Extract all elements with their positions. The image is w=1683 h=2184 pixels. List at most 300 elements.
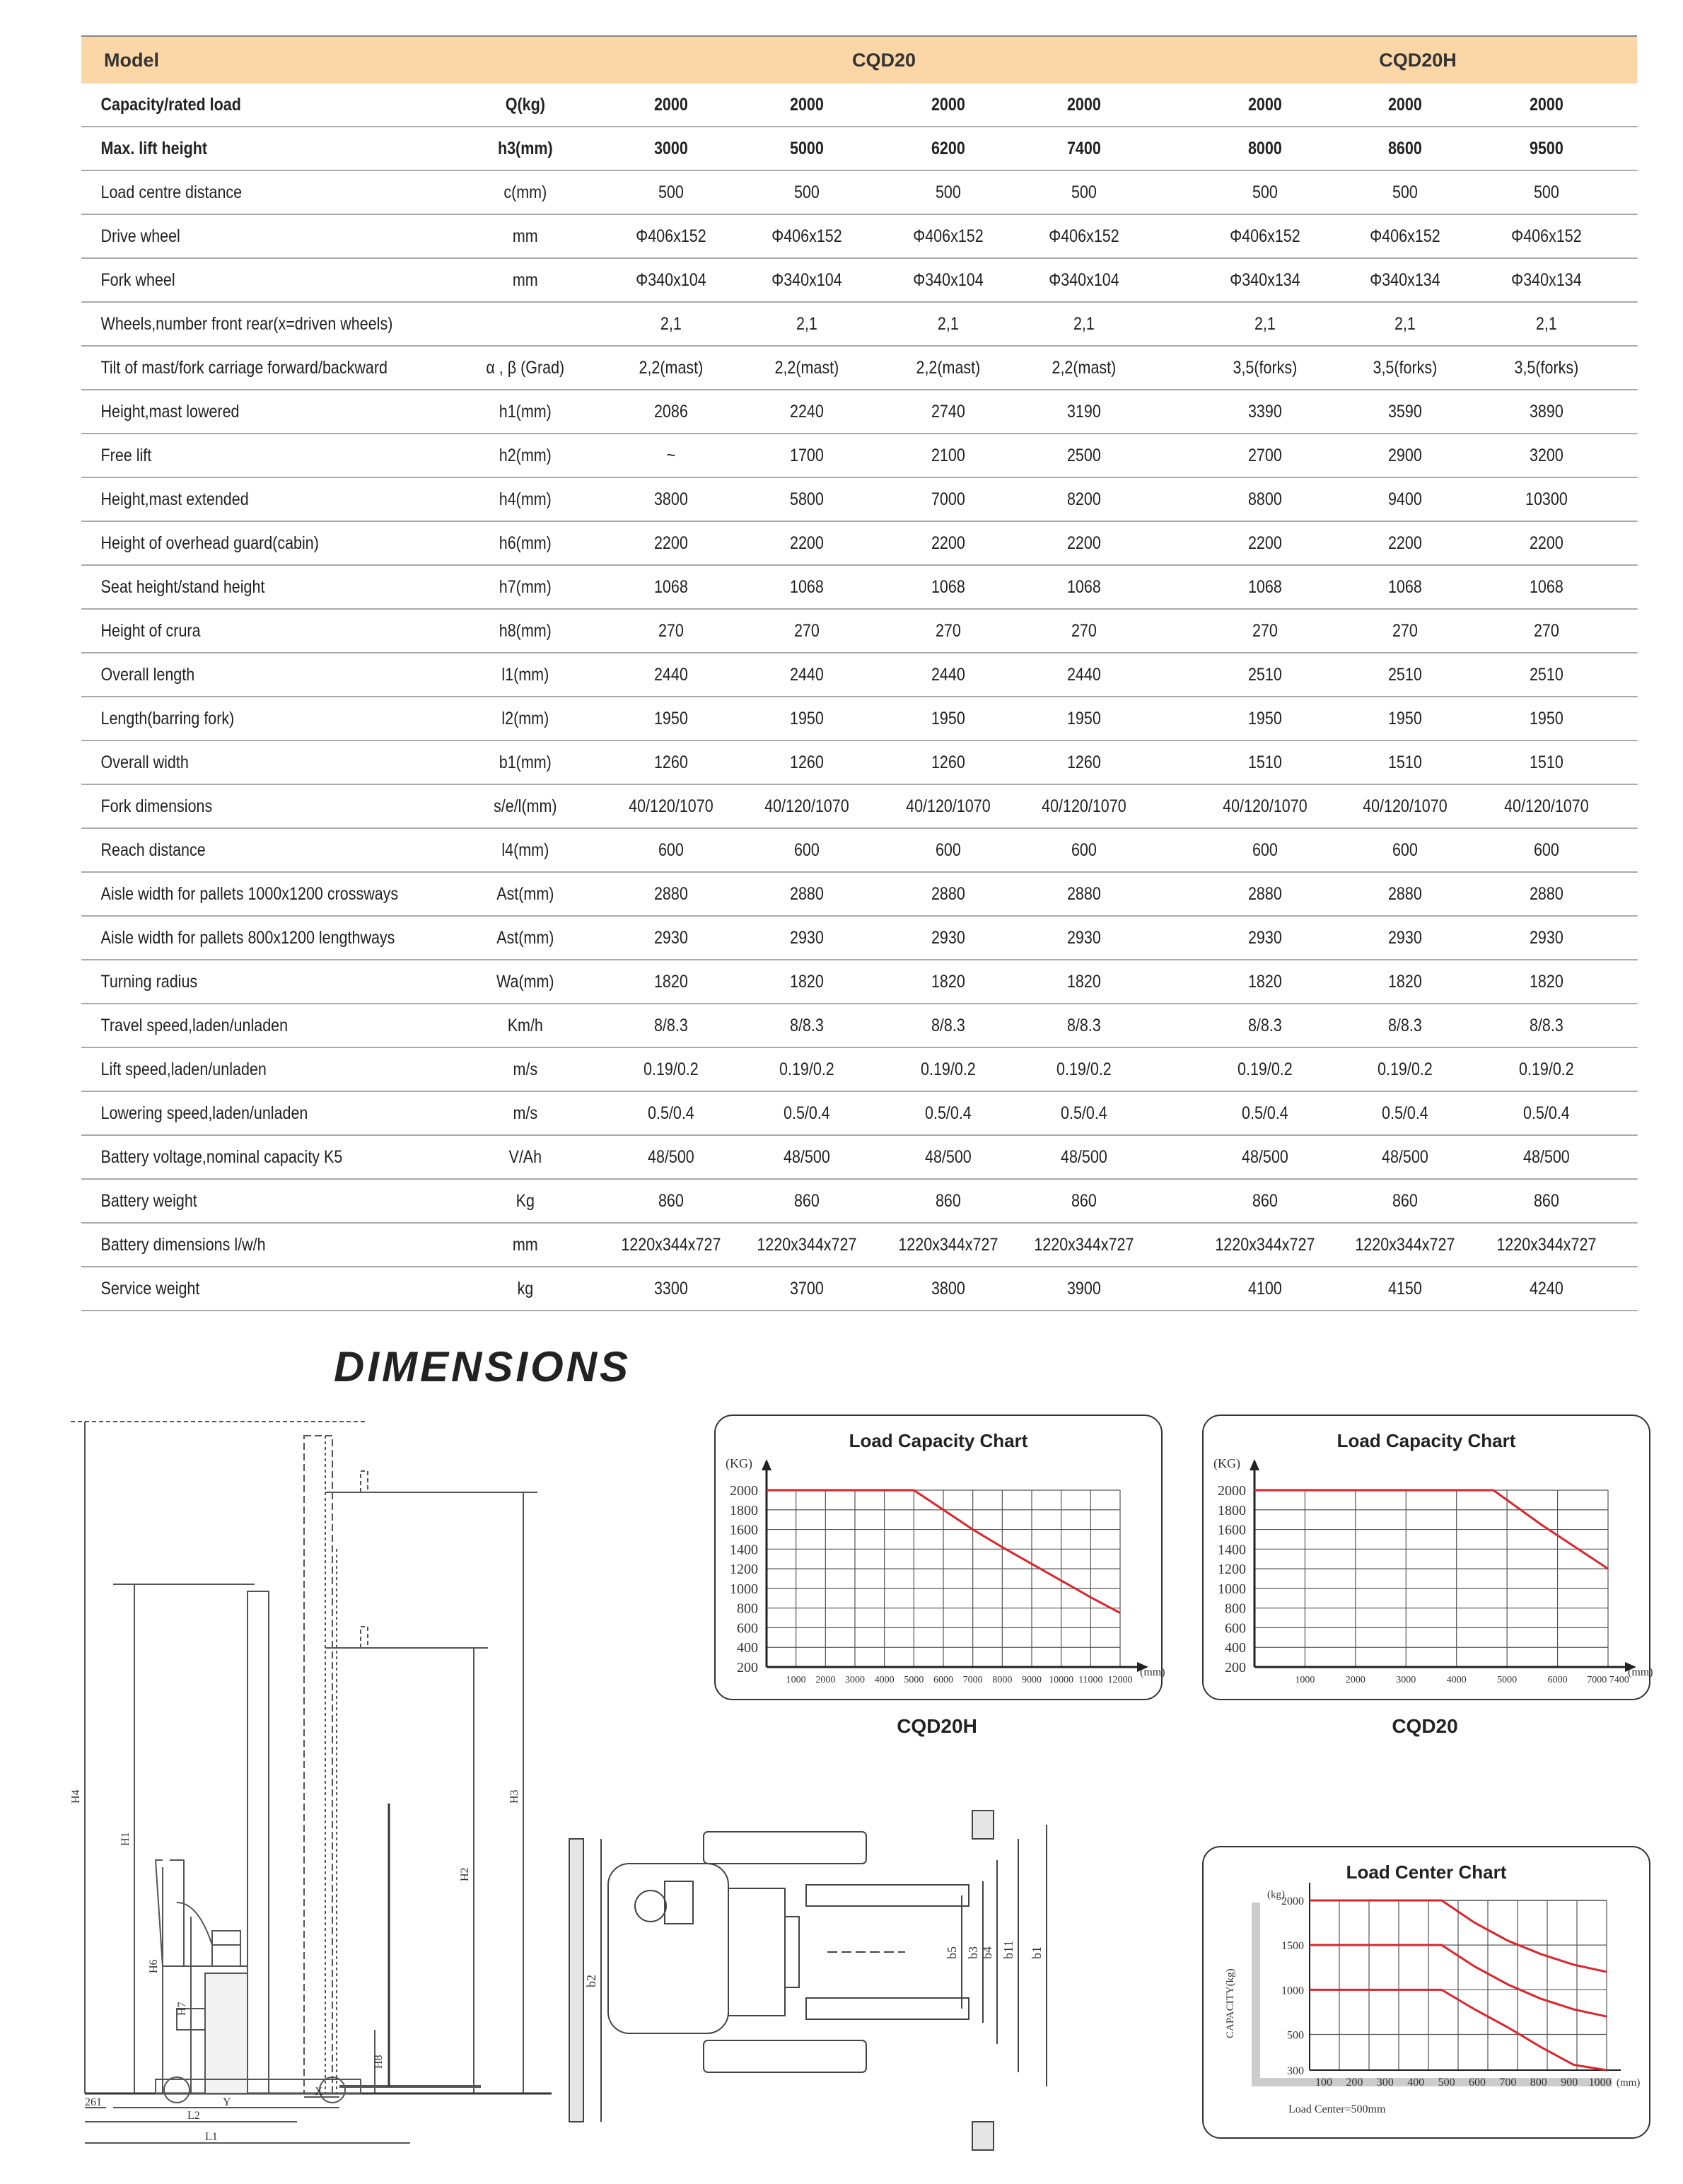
spec-row [81,83,1637,127]
spec-cell: 600 [935,840,961,860]
y-tick-label: 1400 [730,1542,758,1558]
spec-cell: 1820 [1247,971,1282,992]
spec-cell: Φ406x152 [1049,226,1119,246]
spec-cell: 2200 [789,533,824,553]
spec-cell: 270 [658,620,684,641]
spec-cell: Φ406x152 [1370,226,1440,246]
spec-cell: 5000 [789,138,824,158]
side-label-l1: L1 [205,2131,218,2143]
spec-cell: 2930 [789,927,824,948]
spec-cell: Φ340x104 [1049,269,1119,290]
spec-cell: 3800 [653,489,688,509]
extended-mast [304,1436,332,2093]
spec-cell: 2440 [789,664,824,685]
spec-cell: 1068 [1529,576,1563,597]
spec-cell: 1950 [653,708,688,728]
spec-row-unit: mm [512,226,538,246]
wall-left [569,1839,583,2122]
spec-cell: 3900 [1066,1278,1101,1299]
spec-cell: 1068 [653,576,688,597]
spec-cell: 2930 [1387,927,1422,948]
spec-row-unit: h4(mm) [499,489,552,509]
x-tick-label: 7000 [962,1675,983,1685]
spec-cell: 8000 [1247,138,1282,158]
side-label-y: Y [223,2096,231,2108]
spec-cell: 2510 [1387,664,1422,685]
x-tick-label: 700 [1499,2076,1517,2089]
support-leg-bottom [704,2040,866,2072]
spec-cell: 2200 [931,533,965,553]
spec-row-unit: mm [512,269,538,290]
spec-cell: 8200 [1066,489,1101,509]
spec-row-unit: b1(mm) [499,752,552,772]
model-name-cqd20h: CQD20H [1379,49,1457,71]
spec-row-label: Height,mast lowered [100,401,240,422]
spec-cell: 48/500 [925,1146,972,1167]
spec-cell: 8600 [1387,138,1422,158]
spec-row [81,785,1637,829]
spec-cell: 0.5/0.4 [1523,1103,1570,1123]
y-tick-label: 2000 [730,1483,758,1499]
spec-cell: 500 [1392,182,1418,202]
spec-cell: 2,1 [796,313,817,334]
y-tick-label: 300 [1287,2065,1304,2077]
spec-cell: 270 [1252,620,1278,641]
spec-cell: 1820 [1387,971,1422,992]
spec-cell: 600 [793,840,820,860]
spec-row-unit: h6(mm) [499,533,552,553]
spec-cell: 2086 [653,401,688,422]
spec-cell: 2200 [1066,533,1101,553]
spec-row-label: Lowering speed,laden/unladen [100,1103,308,1123]
chart-svg-cqd20h [716,1416,1165,1699]
spec-cell: Φ406x152 [771,226,842,246]
spec-cell: 8/8.3 [931,1015,965,1035]
side-label-261: 261 [85,2096,102,2108]
chart-box-cqd20h [714,1415,1163,1700]
spec-row-unit: Ast(mm) [496,883,554,904]
fork-bottom [806,1998,969,2019]
spec-cell: 1700 [789,445,824,465]
spec-row-label: Capacity/rated load [100,94,241,115]
spec-cell: 3700 [789,1278,824,1299]
spec-cell: 3590 [1387,401,1422,422]
spec-row-unit: mm [512,1234,538,1255]
spec-cell: 40/120/1070 [629,796,714,816]
y-tick-label: 200 [737,1660,758,1675]
spec-row-label: Length(barring fork) [100,708,235,728]
spec-cell: 40/120/1070 [1504,796,1589,816]
spec-cell: 0.19/0.2 [779,1059,834,1079]
chart-svg-load-center [1204,1847,1649,2137]
spec-cell: 860 [1252,1190,1278,1211]
mast-top [728,1888,785,2016]
spec-cell: 1220x344x727 [757,1234,857,1255]
x-tick-label: 8000 [992,1675,1013,1685]
spec-row-label: Wheels,number front rear(x=driven wheels) [100,313,393,334]
spec-cell: 48/500 [1523,1146,1570,1167]
spec-cell: 7000 [931,489,965,509]
spec-row [81,610,1637,654]
spec-cell: 3800 [931,1278,965,1299]
spec-cell: 2880 [1529,883,1563,904]
spec-row [81,741,1637,785]
x-tick-label: 4000 [1446,1675,1467,1685]
spec-cell: 3000 [653,138,688,158]
spec-cell: 600 [1392,840,1418,860]
spec-cell: 2880 [1247,883,1282,904]
spec-cell: 1510 [1247,752,1282,772]
spec-cell: 2510 [1247,664,1282,685]
spec-cell: Φ340x104 [913,269,984,290]
spec-row-unit: Ast(mm) [496,927,554,948]
model-header-row [81,35,1637,83]
spec-cell: 2930 [653,927,688,948]
spec-row-label: Height of overhead guard(cabin) [100,533,319,553]
spec-cell: 2880 [1066,883,1101,904]
y-unit-label: (kg) [1267,1889,1285,1900]
fork-top [806,1885,969,1906]
x-tick-label: 2000 [815,1675,836,1685]
y-tick-label: 600 [737,1620,758,1637]
spec-row-label: Height of crura [100,620,201,641]
spec-cell: 48/500 [784,1146,830,1167]
spec-cell: 3,5(forks) [1373,357,1438,378]
spec-row-label: Service weight [100,1278,200,1299]
x-tick-label: 1000 [1295,1675,1315,1685]
spec-cell: 1260 [789,752,824,772]
spec-cell: 1950 [1247,708,1282,728]
y-axis-label: (KG) [1213,1456,1240,1470]
spec-row-unit: Q(kg) [505,94,545,115]
truck-top-outline [608,1864,728,2033]
side-label-h6: H6 [148,1959,160,1973]
y-axis-arrow [762,1459,771,1470]
spec-cell: 270 [1071,620,1097,641]
y-tick-label: 400 [1225,1640,1246,1656]
y-axis-label: (KG) [726,1456,752,1470]
side-label-h7: H7 [176,2002,188,2016]
spec-cell: 1220x344x727 [898,1234,998,1255]
spec-row [81,127,1637,171]
y-tick-label: 1400 [1218,1542,1246,1558]
chart-box-load-center [1202,1846,1650,2139]
spec-cell: 8/8.3 [1247,1015,1282,1035]
x-tick-label: 800 [1530,2076,1547,2089]
top-label-b4: b4 [980,1946,994,1959]
spec-cell: 500 [1533,182,1559,202]
spec-cell: 2880 [653,883,688,904]
spec-cell: 2700 [1247,445,1282,465]
spec-cell: 860 [1071,1190,1097,1211]
spec-cell: ~ [666,445,676,465]
spec-cell: 40/120/1070 [1223,796,1308,816]
spec-cell: 2,2(mast) [1052,357,1117,378]
spec-row-unit: α , β (Grad) [486,357,565,378]
chart-caption-cqd20: CQD20 [1392,1715,1458,1737]
top-label-b11: b11 [1001,1940,1015,1959]
spec-cell: 2240 [789,401,824,422]
y-axis-label: CAPACITY(kg) [1225,1968,1236,2038]
spec-row-label: Reach distance [100,840,206,860]
spec-cell: 1820 [1066,971,1101,992]
spec-row [81,171,1637,215]
spec-row-unit: l4(mm) [501,840,549,860]
spec-row-unit: l2(mm) [501,708,549,728]
spec-cell: 2500 [1066,445,1101,465]
spec-row [81,215,1637,259]
spec-row-unit: h3(mm) [497,138,553,158]
spec-cell: 3,5(forks) [1233,357,1298,378]
side-label-h3: H3 [508,1789,520,1803]
spec-cell: 2,1 [1535,313,1557,334]
spec-cell: 2,2(mast) [916,357,981,378]
spec-cell: 2440 [931,664,965,685]
x-tick-label: 600 [1469,2076,1486,2089]
spec-cell: 0.5/0.4 [925,1103,972,1123]
spec-cell: Φ406x152 [1511,226,1582,246]
spec-cell: 0.19/0.2 [921,1059,976,1079]
spec-cell: 8/8.3 [1066,1015,1101,1035]
x-axis-label: (mm) [1140,1666,1165,1678]
support-leg-top [704,1832,866,1864]
spec-cell: 1950 [1066,708,1101,728]
spec-row-label: Fork wheel [100,269,175,290]
spec-cell: 1260 [1066,752,1101,772]
spec-row-label: Travel speed,laden/unladen [100,1015,289,1035]
spec-cell: 8/8.3 [1387,1015,1422,1035]
spec-row-unit: s/e/l(mm) [494,796,557,816]
top-label-b3: b3 [966,1946,980,1959]
spec-row [81,654,1637,697]
spec-row-label: Battery voltage,nominal capacity K5 [100,1146,343,1167]
spec-cell: 1068 [931,576,965,597]
spec-cell: 2000 [1247,94,1282,115]
x-axis-bar [1252,2078,1612,2086]
spec-cell: 8800 [1247,489,1282,509]
spec-cell: 3300 [653,1278,688,1299]
spec-cell: 3200 [1529,445,1563,465]
spec-cell: 2,1 [1394,313,1416,334]
spec-cell: 2930 [931,927,965,948]
spec-cell: 2200 [1387,533,1422,553]
spec-cell: 1220x344x727 [1215,1234,1315,1255]
spec-cell: 2200 [1529,533,1563,553]
spec-cell: 1260 [653,752,688,772]
spec-cell: Φ340x134 [1511,269,1582,290]
y-tick-label: 800 [737,1601,758,1617]
spec-cell: 48/500 [648,1146,694,1167]
spec-row [81,1224,1637,1267]
spec-cell: 1820 [931,971,965,992]
x-tick-label: 10000 [1049,1675,1074,1685]
spec-row-unit: h1(mm) [499,401,552,422]
model-name-cqd20: CQD20 [851,49,916,71]
spec-cell: 9400 [1387,489,1422,509]
spec-cell: 4100 [1247,1278,1282,1299]
spec-cell: 600 [1533,840,1559,860]
spec-row-unit: Km/h [507,1015,543,1035]
x-tick-label: 9000 [1022,1675,1042,1685]
chart-title-cqd20: Load Capacity Chart [1336,1430,1516,1451]
x-tick-label: 5000 [904,1675,924,1685]
spec-cell: 3890 [1529,401,1563,422]
spec-cell: 860 [793,1190,820,1211]
x-tick-label: 200 [1346,2076,1363,2089]
spec-row-unit: c(mm) [503,182,547,202]
spec-cell: 40/120/1070 [1363,796,1448,816]
spec-cell: 1068 [1387,576,1422,597]
spec-cell: 2000 [1066,94,1101,115]
spec-cell: Φ340x134 [1230,269,1300,290]
chart-title-load-center: Load Center Chart [1346,1861,1507,1883]
spec-cell: 1068 [789,576,824,597]
spec-cell: 860 [658,1190,684,1211]
spec-cell: 2,1 [660,313,682,334]
spec-row-label: Turning radius [100,971,198,992]
spec-row-label: Tilt of mast/fork carriage forward/backward [100,357,388,378]
spec-cell: 2,2(mast) [774,357,839,378]
x-tick-label: 2000 [1345,1675,1365,1685]
spec-row-label: Height,mast extended [100,489,249,509]
spec-row [81,960,1637,1004]
spec-cell: 2,1 [937,313,959,334]
spec-cell: 1510 [1387,752,1422,772]
spec-cell: 1068 [1066,576,1101,597]
spec-cell: 600 [1252,840,1278,860]
spec-cell: 1950 [1387,708,1422,728]
spec-cell: 4240 [1529,1278,1563,1299]
x-tick-label: 4000 [874,1675,895,1685]
spec-cell: 2200 [653,533,688,553]
spec-cell: 2,1 [1073,313,1095,334]
spec-cell: 2930 [1529,927,1563,948]
x-tick-label: 12000 [1107,1675,1133,1685]
spec-cell: 500 [793,182,820,202]
spec-row [81,566,1637,610]
spec-cell: 500 [658,182,684,202]
spec-cell: Φ340x104 [636,269,706,290]
spec-row-label: Load centre distance [100,182,243,202]
spec-cell: 2200 [1247,533,1282,553]
spec-cell: Φ406x152 [1230,226,1300,246]
spec-cell: 10300 [1525,489,1568,509]
spec-cell: 270 [1392,620,1418,641]
spec-cell: 0.5/0.4 [784,1103,830,1123]
spec-cell: 2930 [1247,927,1282,948]
spec-cell: Φ340x134 [1370,269,1440,290]
spec-cell: 2,2(mast) [639,357,704,378]
chart-title-cqd20h: Load Capacity Chart [849,1430,1028,1451]
spec-row-label: Battery weight [100,1190,197,1211]
y-tick-label: 200 [1225,1660,1246,1675]
spec-cell: 2100 [931,445,965,465]
spec-cell: Φ406x152 [636,226,706,246]
y-tick-label: 1800 [730,1502,758,1518]
top-view-drawing [566,1811,1075,2164]
spec-cell: 48/500 [1061,1146,1107,1167]
y-tick-label: 1600 [1218,1522,1246,1538]
top-label-b2: b2 [584,1975,598,1987]
spec-cell: 600 [658,840,684,860]
side-label-h8: H8 [373,2055,385,2069]
spec-row [81,434,1637,478]
spec-row [81,829,1637,873]
x-axis-label: (mm) [1628,1666,1653,1678]
drive-wheel [164,2077,190,2103]
chart-svg-cqd20 [1204,1416,1653,1699]
spec-cell: 48/500 [1242,1146,1288,1167]
x-tick-label: 100 [1315,2076,1332,2089]
spec-row-label: Battery dimensions l/w/h [100,1234,266,1255]
x-tick-label: 1000 [786,1675,806,1685]
spec-cell: 860 [935,1190,961,1211]
spec-cell: 0.19/0.2 [1238,1059,1293,1079]
chart-box-cqd20 [1202,1415,1653,1700]
spec-cell: 2000 [653,94,688,115]
spec-cell: 8/8.3 [1529,1015,1563,1035]
spec-row-unit: V/Ah [508,1146,542,1167]
spec-cell: 0.5/0.4 [1382,1103,1428,1123]
spec-cell: 48/500 [1382,1146,1428,1167]
spec-row-unit: Kg [516,1190,535,1211]
spec-row [81,873,1637,917]
spec-row [81,390,1637,434]
spec-cell: 500 [1252,182,1278,202]
y-tick-label: 1600 [730,1522,758,1538]
spec-cell: 2440 [653,664,688,685]
spec-table [81,35,1637,1311]
y-axis-arrow [1250,1459,1259,1470]
side-view-drawing [71,1407,580,2157]
top-label-b1: b1 [1030,1946,1044,1959]
y-tick-label: 1800 [1218,1502,1246,1518]
spec-cell: 3190 [1066,401,1101,422]
side-label-h4: H4 [70,1789,82,1803]
spec-cell: 2930 [1066,927,1101,948]
spec-cell: 1820 [1529,971,1563,992]
spec-cell: 40/120/1070 [906,796,991,816]
spec-row-label: Overall width [100,752,189,772]
spec-row [81,478,1637,522]
spec-row-unit: h2(mm) [499,445,552,465]
x-tick-label: 3000 [1396,1675,1416,1685]
spec-row-unit: Wa(mm) [496,971,554,992]
x-tick-label: 5000 [1497,1675,1518,1685]
y-tick-label: 1500 [1281,1940,1304,1953]
x-tick-label: 6000 [933,1675,953,1685]
spec-cell: 1260 [931,752,965,772]
side-label-x: X [315,2086,323,2098]
spec-cell: 1220x344x727 [1355,1234,1455,1255]
spec-cell: 2,1 [1254,313,1276,334]
spec-row [81,1180,1637,1224]
x-tick-label: 7000 7400 [1587,1675,1629,1685]
spec-cell: 9500 [1529,138,1563,158]
spec-cell: 2000 [931,94,965,115]
spec-cell: 0.5/0.4 [648,1103,694,1123]
x-tick-label: 400 [1407,2076,1425,2089]
spec-row [81,259,1637,303]
spec-row [81,1267,1637,1311]
spec-row-label: Fork dimensions [100,796,213,816]
spec-cell: Φ340x104 [771,269,842,290]
y-tick-label: 1200 [730,1562,758,1578]
spec-row [81,303,1637,347]
spec-cell: 1820 [653,971,688,992]
spec-row-label: Max. lift height [100,138,208,158]
spec-row-label: Seat height/stand height [100,576,265,597]
